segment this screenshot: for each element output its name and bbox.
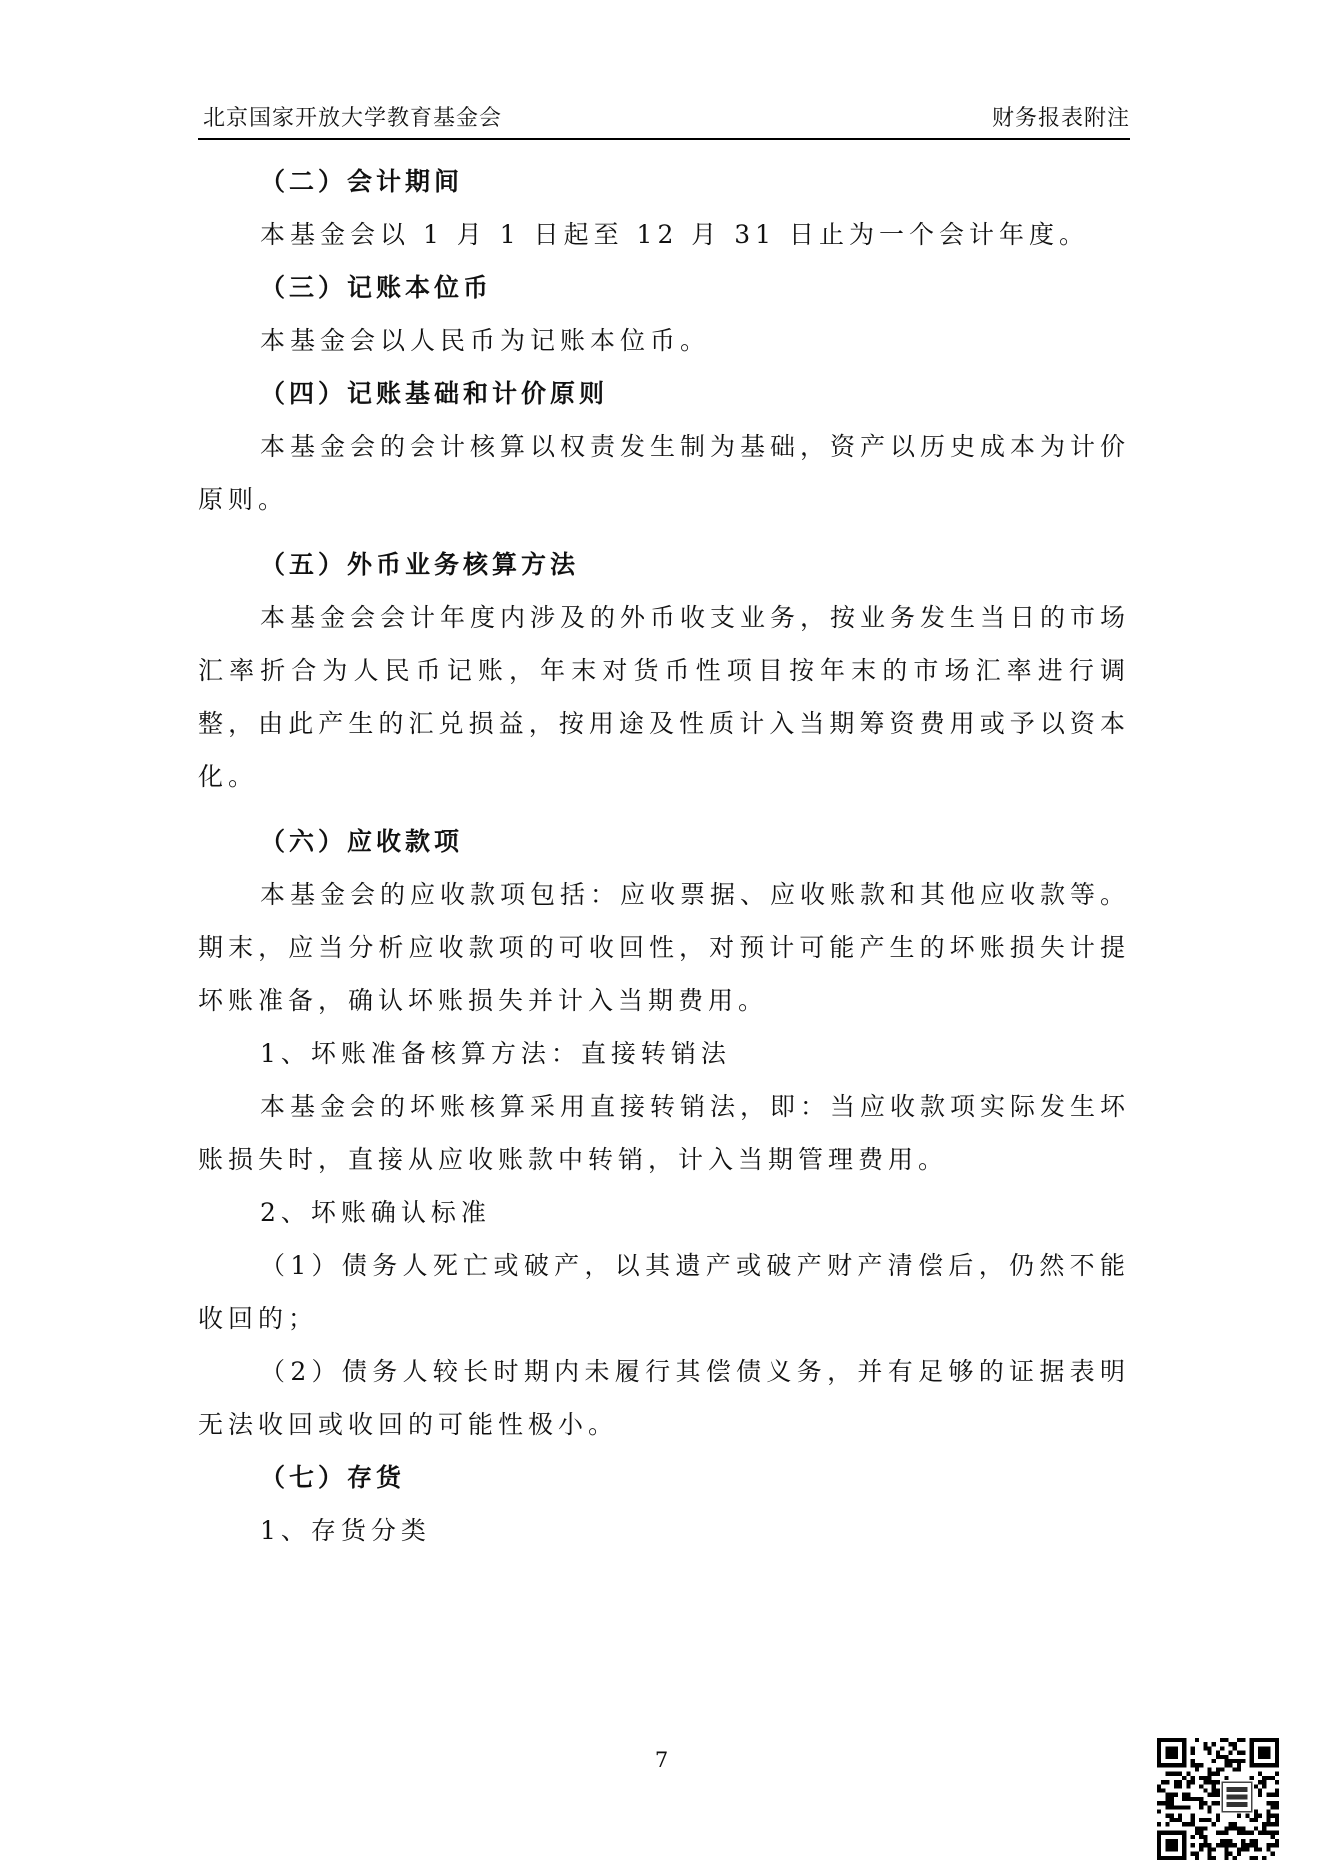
section-heading-accounting-period: （二）会计期间: [260, 167, 464, 196]
paragraph-criterion-2: （2）债务人较长时期内未履行其偿债义务，并有足够的证据表明无法收回或收回的可能性极小。: [198, 1357, 1130, 1439]
section-heading-inventory: （七）存货: [260, 1463, 406, 1492]
qr-code-icon: [1157, 1738, 1279, 1860]
paragraph-bad-debt-writeoff: 本基金会的坏账核算采用直接转销法，即：当应收款项实际发生坏账损失时，直接从应收账款中转销，计入当期管理费用。: [198, 1092, 1131, 1174]
section-heading-currency: （三）记账本位币: [260, 273, 493, 302]
organization-name: 北京国家开放大学教育基金会: [203, 106, 503, 131]
paragraph-criterion-1: （1）债务人死亡或破产，以其遗产或破产财产清偿后，仍然不能收回的；: [198, 1251, 1130, 1333]
paragraph-bad-debt-method: 1、坏账准备核算方法：直接转销法: [260, 1039, 731, 1068]
paragraph-accounting-basis: 本基金会的会计核算以权责发生制为基础，资产以历史成本为计价原则。: [198, 432, 1131, 514]
page-header: [198, 100, 1130, 140]
paragraph-inventory-classification: 1、存货分类: [260, 1516, 431, 1545]
section-heading-accounting-basis: （四）记账基础和计价原则: [260, 379, 609, 408]
paragraph-bad-debt-criteria: 2、坏账确认标准: [260, 1198, 491, 1227]
paragraph-receivables: 本基金会的应收款项包括：应收票据、应收账款和其他应收款等。期末，应当分析应收款项的可收回性，对预计可能产生的坏账损失计提坏账准备，确认坏账损失并计入当期费用。: [198, 880, 1131, 1015]
section-heading-foreign-currency: （五）外币业务核算方法: [260, 550, 580, 579]
section-heading-receivables: （六）应收款项: [260, 827, 464, 856]
paragraph-currency: 本基金会以人民币为记账本位币。: [260, 326, 711, 355]
paragraph-foreign-currency: 本基金会会计年度内涉及的外币收支业务，按业务发生当日的市场汇率折合为人民币记账，年末对货币性项目按年末的市场汇率进行调整，由此产生的汇兑损益，按用途及性质计入当期筹资费用或予以资本化。: [198, 603, 1131, 791]
document-body: [198, 155, 1130, 1557]
page-number: 7: [654, 1748, 669, 1772]
paragraph-accounting-period: 本基金会以 1 月 1 日起至 12 月 31 日止为一个会计年度。: [260, 220, 1090, 249]
document-title: 财务报表附注: [991, 106, 1130, 131]
